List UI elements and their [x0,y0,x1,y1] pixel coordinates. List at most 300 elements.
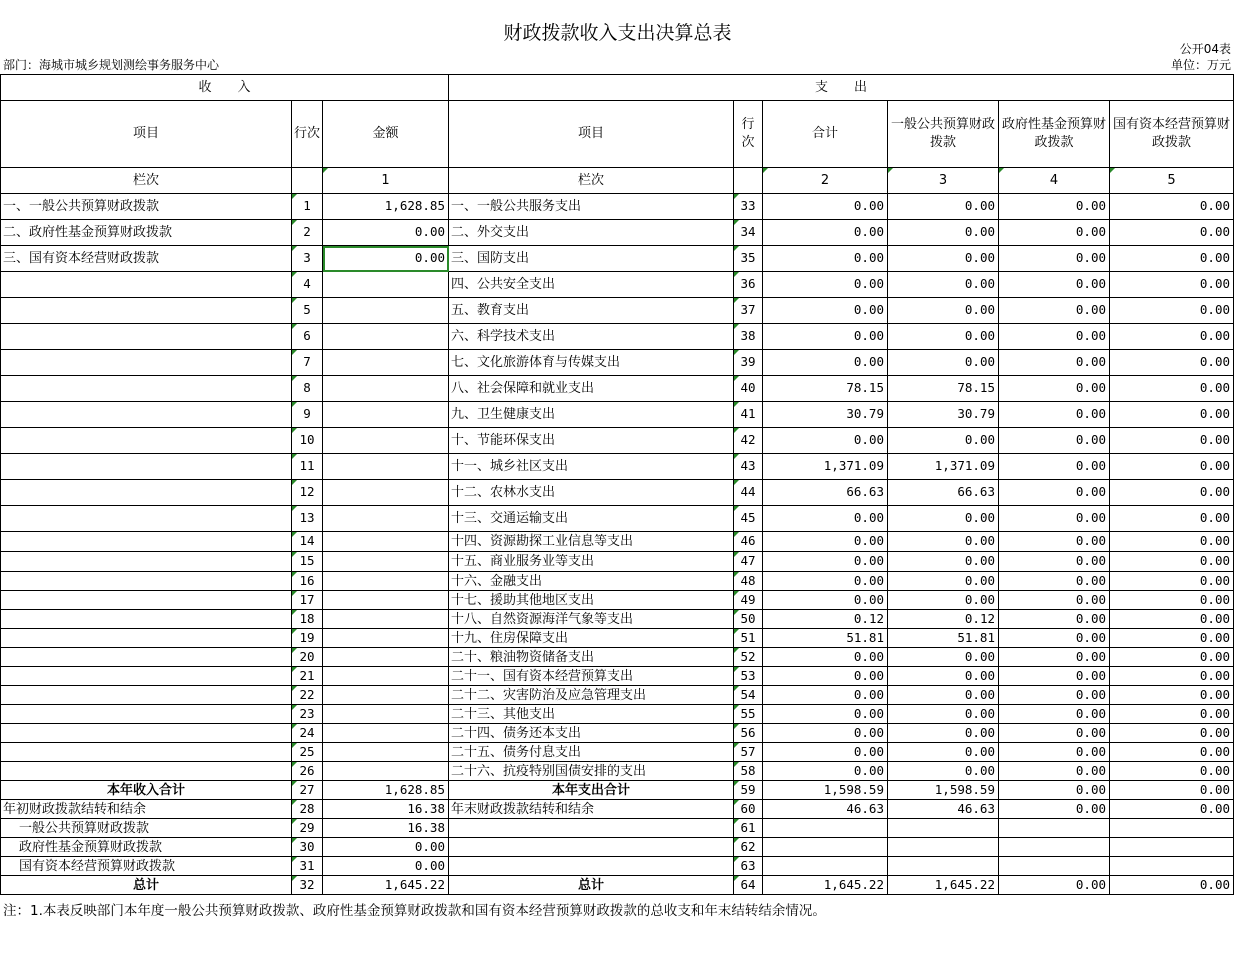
expense-state[interactable]: 0.00 [1110,194,1234,220]
income-item[interactable] [1,506,292,532]
income-item[interactable]: 一、一般公共预算财政拨款 [1,194,292,220]
expense-row-number[interactable]: 63 [734,857,763,876]
income-row-number[interactable]: 2 [292,220,323,246]
expense-total[interactable]: 0.00 [763,350,888,376]
expense-total[interactable]: 0.00 [763,724,888,743]
income-row-number[interactable]: 20 [292,648,323,667]
expense-total[interactable]: 1,371.09 [763,454,888,480]
income-amount[interactable] [323,454,449,480]
expense-fund[interactable]: 0.00 [999,376,1110,402]
expense-state[interactable]: 0.00 [1110,762,1234,781]
expense-total[interactable]: 30.79 [763,402,888,428]
income-row-number[interactable]: 27 [292,781,323,800]
income-row-number[interactable]: 26 [292,762,323,781]
expense-item[interactable]: 本年支出合计 [449,781,734,800]
income-row-number[interactable]: 28 [292,800,323,819]
expense-item[interactable]: 六、科学技术支出 [449,324,734,350]
expense-fund[interactable]: 0.00 [999,572,1110,591]
expense-total[interactable]: 0.00 [763,552,888,572]
expense-general[interactable]: 0.00 [888,350,999,376]
income-item[interactable] [1,376,292,402]
income-amount[interactable] [323,428,449,454]
table-row [1,376,1234,402]
expense-fund[interactable]: 0.00 [999,876,1110,895]
expense-fund[interactable]: 0.00 [999,350,1110,376]
income-amount[interactable]: 0.00 [323,857,449,876]
income-row-number[interactable]: 15 [292,552,323,572]
income-item[interactable] [1,532,292,552]
expense-total[interactable]: 0.00 [763,272,888,298]
expense-fund[interactable] [999,819,1110,838]
expense-general[interactable]: 51.81 [888,629,999,648]
expense-total[interactable]: 0.00 [763,743,888,762]
income-item[interactable] [1,572,292,591]
expense-row-number[interactable]: 41 [734,402,763,428]
expense-state[interactable]: 0.00 [1110,705,1234,724]
expense-state[interactable]: 0.00 [1110,324,1234,350]
table-row [1,629,1234,648]
expense-general[interactable]: 0.00 [888,705,999,724]
expense-general[interactable]: 1,645.22 [888,876,999,895]
expense-fund[interactable]: 0.00 [999,724,1110,743]
expense-state[interactable]: 0.00 [1110,572,1234,591]
income-amount[interactable]: 1,628.85 [323,194,449,220]
income-item[interactable]: 三、国有资本经营财政拨款 [1,246,292,272]
expense-general[interactable]: 0.00 [888,272,999,298]
expense-row-number[interactable]: 34 [734,220,763,246]
expense-item[interactable]: 三、国防支出 [449,246,734,272]
expense-state[interactable]: 0.00 [1110,350,1234,376]
expense-total[interactable]: 1,645.22 [763,876,888,895]
expense-fund[interactable]: 0.00 [999,272,1110,298]
expense-general[interactable]: 0.00 [888,220,999,246]
expense-state[interactable]: 0.00 [1110,724,1234,743]
expense-row-number[interactable]: 62 [734,838,763,857]
expense-total[interactable]: 0.00 [763,572,888,591]
income-item[interactable] [1,667,292,686]
income-item[interactable] [1,648,292,667]
expense-row-number[interactable]: 44 [734,480,763,506]
expense-general[interactable] [888,857,999,876]
expense-total[interactable]: 0.00 [763,591,888,610]
income-row-number[interactable]: 23 [292,705,323,724]
expense-general[interactable]: 0.00 [888,572,999,591]
expense-row-number[interactable]: 64 [734,876,763,895]
expense-state[interactable]: 0.00 [1110,610,1234,629]
expense-state[interactable]: 0.00 [1110,876,1234,895]
expense-item[interactable]: 十三、交通运输支出 [449,506,734,532]
expense-row-number[interactable]: 61 [734,819,763,838]
expense-total[interactable]: 0.00 [763,298,888,324]
expense-fund[interactable]: 0.00 [999,667,1110,686]
income-amount[interactable] [323,648,449,667]
expense-state[interactable]: 0.00 [1110,629,1234,648]
expense-total[interactable]: 0.00 [763,762,888,781]
income-row-number[interactable]: 19 [292,629,323,648]
expense-general[interactable]: 0.00 [888,506,999,532]
income-amount[interactable] [323,506,449,532]
income-item[interactable]: 本年收入合计 [1,781,292,800]
expense-total[interactable]: 51.81 [763,629,888,648]
income-amount[interactable] [323,350,449,376]
income-row-number[interactable]: 14 [292,532,323,552]
income-item[interactable] [1,591,292,610]
expense-fund[interactable] [999,838,1110,857]
expense-row-number[interactable]: 60 [734,800,763,819]
expense-general[interactable]: 0.00 [888,591,999,610]
income-amount[interactable] [323,705,449,724]
expense-state[interactable]: 0.00 [1110,800,1234,819]
expense-row-number[interactable]: 37 [734,298,763,324]
expense-general[interactable]: 0.00 [888,552,999,572]
expense-row-number[interactable]: 42 [734,428,763,454]
expense-general[interactable]: 46.63 [888,800,999,819]
income-item[interactable] [1,480,292,506]
income-amount[interactable] [323,376,449,402]
expense-general[interactable]: 0.00 [888,298,999,324]
expense-row-number[interactable]: 54 [734,686,763,705]
expense-total[interactable]: 0.00 [763,648,888,667]
expense-item[interactable]: 九、卫生健康支出 [449,402,734,428]
income-item[interactable]: 年初财政拨款结转和结余 [1,800,292,819]
income-amount[interactable] [323,610,449,629]
expense-general[interactable]: 0.00 [888,762,999,781]
expense-item[interactable]: 十一、城乡社区支出 [449,454,734,480]
expense-row-number[interactable]: 55 [734,705,763,724]
expense-item[interactable]: 一、一般公共服务支出 [449,194,734,220]
income-item[interactable]: 国有资本经营预算财政拨款 [1,857,292,876]
income-row-number[interactable]: 24 [292,724,323,743]
expense-state[interactable]: 0.00 [1110,667,1234,686]
income-row-number[interactable]: 25 [292,743,323,762]
expense-general[interactable]: 0.12 [888,610,999,629]
expense-total[interactable]: 0.00 [763,667,888,686]
table-row [1,454,1234,480]
expense-general[interactable]: 0.00 [888,246,999,272]
expense-row-number[interactable]: 49 [734,591,763,610]
expense-item[interactable]: 八、社会保障和就业支出 [449,376,734,402]
expense-fund[interactable]: 0.00 [999,591,1110,610]
income-amount[interactable] [323,572,449,591]
expense-state[interactable]: 0.00 [1110,781,1234,800]
expense-row-number[interactable]: 38 [734,324,763,350]
expense-state[interactable]: 0.00 [1110,648,1234,667]
income-amount[interactable] [323,591,449,610]
income-row-number[interactable]: 31 [292,857,323,876]
expense-item[interactable]: 二十、粮油物资储备支出 [449,648,734,667]
income-item[interactable] [1,743,292,762]
expense-row-number[interactable]: 47 [734,552,763,572]
expense-item[interactable] [449,819,734,838]
income-row-number[interactable]: 7 [292,350,323,376]
expense-state[interactable]: 0.00 [1110,428,1234,454]
expense-general[interactable]: 0.00 [888,724,999,743]
income-item[interactable]: 政府性基金预算财政拨款 [1,838,292,857]
expense-fund[interactable]: 0.00 [999,800,1110,819]
income-amount[interactable] [323,298,449,324]
income-row-number[interactable]: 29 [292,819,323,838]
expense-row-number[interactable]: 45 [734,506,763,532]
expense-row-number[interactable]: 56 [734,724,763,743]
income-amount[interactable] [323,629,449,648]
expense-state[interactable]: 0.00 [1110,686,1234,705]
expense-fund[interactable]: 0.00 [999,506,1110,532]
expense-item[interactable] [449,857,734,876]
table-row [1,591,1234,610]
income-amount[interactable] [323,402,449,428]
income-row-number[interactable]: 5 [292,298,323,324]
expense-row-number[interactable]: 43 [734,454,763,480]
income-row-number[interactable]: 32 [292,876,323,895]
expense-row-number[interactable]: 59 [734,781,763,800]
income-amount[interactable]: 1,645.22 [323,876,449,895]
expense-fund[interactable]: 0.00 [999,246,1110,272]
expense-row-number[interactable]: 33 [734,194,763,220]
income-item[interactable]: 一般公共预算财政拨款 [1,819,292,838]
expense-item[interactable]: 二十四、债务还本支出 [449,724,734,743]
income-row-number[interactable]: 17 [292,591,323,610]
expense-fund[interactable]: 0.00 [999,762,1110,781]
expense-item[interactable]: 十六、金融支出 [449,572,734,591]
expense-state[interactable]: 0.00 [1110,220,1234,246]
expense-general[interactable]: 0.00 [888,428,999,454]
expense-row-number[interactable]: 50 [734,610,763,629]
income-row-number[interactable]: 10 [292,428,323,454]
income-amount[interactable] [323,272,449,298]
income-amount[interactable] [323,667,449,686]
expense-total[interactable] [763,819,888,838]
expense-item[interactable]: 二十二、灾害防治及应急管理支出 [449,686,734,705]
expense-fund[interactable]: 0.00 [999,220,1110,246]
expense-fund[interactable]: 0.00 [999,743,1110,762]
expense-state[interactable]: 0.00 [1110,480,1234,506]
income-item[interactable] [1,762,292,781]
income-amount[interactable] [323,324,449,350]
income-item[interactable]: 总计 [1,876,292,895]
expense-item[interactable] [449,838,734,857]
expense-item[interactable]: 十、节能环保支出 [449,428,734,454]
expense-fund[interactable]: 0.00 [999,428,1110,454]
expense-total[interactable]: 66.63 [763,480,888,506]
expense-general[interactable]: 0.00 [888,667,999,686]
income-amount[interactable] [323,686,449,705]
expense-fund[interactable]: 0.00 [999,610,1110,629]
expense-total[interactable]: 0.00 [763,506,888,532]
expense-general[interactable]: 0.00 [888,194,999,220]
expense-row-number[interactable]: 46 [734,532,763,552]
expense-state[interactable]: 0.00 [1110,272,1234,298]
expense-fund[interactable]: 0.00 [999,686,1110,705]
expense-state[interactable]: 0.00 [1110,591,1234,610]
income-item[interactable] [1,402,292,428]
expense-item[interactable]: 十二、农林水支出 [449,480,734,506]
expense-item[interactable]: 十七、援助其他地区支出 [449,591,734,610]
income-item[interactable] [1,724,292,743]
income-amount[interactable] [323,552,449,572]
expense-total[interactable]: 0.00 [763,194,888,220]
income-item[interactable] [1,686,292,705]
expense-general[interactable]: 78.15 [888,376,999,402]
table-row [1,350,1234,376]
income-amount[interactable]: 1,628.85 [323,781,449,800]
table-row [1,686,1234,705]
income-item[interactable] [1,350,292,376]
expense-row-number[interactable]: 40 [734,376,763,402]
expense-fund[interactable]: 0.00 [999,705,1110,724]
expense-general[interactable]: 30.79 [888,402,999,428]
expense-row-number[interactable]: 48 [734,572,763,591]
income-row-number[interactable]: 16 [292,572,323,591]
expense-fund[interactable]: 0.00 [999,648,1110,667]
income-row-number[interactable]: 30 [292,838,323,857]
expense-item[interactable]: 十四、资源勘探工业信息等支出 [449,532,734,552]
expense-fund[interactable]: 0.00 [999,194,1110,220]
expense-total[interactable]: 78.15 [763,376,888,402]
expense-total[interactable]: 46.63 [763,800,888,819]
income-row-number[interactable]: 13 [292,506,323,532]
income-item[interactable] [1,298,292,324]
expense-item[interactable]: 十八、自然资源海洋气象等支出 [449,610,734,629]
general-header: 一般公共预算财政拨款 [888,101,999,168]
income-rowno-header: 行次 [292,101,323,168]
income-amount[interactable] [323,762,449,781]
expense-state[interactable]: 0.00 [1110,454,1234,480]
expense-state[interactable] [1110,838,1234,857]
expense-total[interactable] [763,838,888,857]
expense-fund[interactable]: 0.00 [999,324,1110,350]
table-row [1,857,1234,876]
expense-fund[interactable]: 0.00 [999,402,1110,428]
income-row-number[interactable]: 11 [292,454,323,480]
expense-item[interactable]: 年末财政拨款结转和结余 [449,800,734,819]
expense-row-number[interactable]: 53 [734,667,763,686]
expense-item[interactable]: 五、教育支出 [449,298,734,324]
expense-total[interactable]: 1,598.59 [763,781,888,800]
expense-fund[interactable]: 0.00 [999,781,1110,800]
income-amount[interactable] [323,724,449,743]
income-item[interactable] [1,272,292,298]
income-item[interactable] [1,610,292,629]
income-amount[interactable]: 0.00 [323,246,449,272]
income-row-number[interactable]: 3 [292,246,323,272]
expense-item[interactable]: 总计 [449,876,734,895]
income-amount[interactable] [323,532,449,552]
income-row-number[interactable]: 8 [292,376,323,402]
expense-item[interactable]: 四、公共安全支出 [449,272,734,298]
expense-general[interactable]: 1,598.59 [888,781,999,800]
income-row-number[interactable]: 9 [292,402,323,428]
table-row [1,838,1234,857]
expense-row-number[interactable]: 58 [734,762,763,781]
expense-total[interactable]: 0.00 [763,686,888,705]
expense-row-number[interactable]: 57 [734,743,763,762]
expense-state[interactable]: 0.00 [1110,552,1234,572]
expense-fund[interactable]: 0.00 [999,298,1110,324]
income-row-number[interactable]: 12 [292,480,323,506]
expense-state[interactable]: 0.00 [1110,506,1234,532]
expense-general[interactable]: 0.00 [888,686,999,705]
expense-total[interactable]: 0.00 [763,428,888,454]
income-row-number[interactable]: 18 [292,610,323,629]
expense-item[interactable]: 十九、住房保障支出 [449,629,734,648]
expense-item-header: 项目 [449,101,734,168]
expense-row-number[interactable]: 39 [734,350,763,376]
income-item[interactable] [1,454,292,480]
expense-general[interactable]: 0.00 [888,743,999,762]
expense-state[interactable]: 0.00 [1110,402,1234,428]
expense-general[interactable]: 0.00 [888,532,999,552]
expense-total[interactable]: 0.00 [763,705,888,724]
expense-general[interactable] [888,819,999,838]
expense-state[interactable]: 0.00 [1110,246,1234,272]
income-row-number[interactable]: 6 [292,324,323,350]
income-row-number[interactable]: 21 [292,667,323,686]
expense-state[interactable]: 0.00 [1110,743,1234,762]
expense-total[interactable]: 0.00 [763,324,888,350]
expense-total[interactable] [763,857,888,876]
expense-fund[interactable]: 0.00 [999,629,1110,648]
income-item[interactable]: 二、政府性基金预算财政拨款 [1,220,292,246]
expense-general[interactable]: 0.00 [888,648,999,667]
expense-row-number[interactable]: 35 [734,246,763,272]
expense-total[interactable]: 0.00 [763,532,888,552]
expense-fund[interactable] [999,857,1110,876]
expense-row-number[interactable]: 51 [734,629,763,648]
expense-fund[interactable]: 0.00 [999,454,1110,480]
income-amount[interactable]: 16.38 [323,800,449,819]
expense-item[interactable]: 二、外交支出 [449,220,734,246]
income-amount[interactable]: 16.38 [323,819,449,838]
expense-fund[interactable]: 0.00 [999,532,1110,552]
expense-item[interactable]: 二十一、国有资本经营预算支出 [449,667,734,686]
expense-general[interactable]: 66.63 [888,480,999,506]
expense-row-number[interactable]: 52 [734,648,763,667]
income-item[interactable] [1,428,292,454]
expense-state[interactable]: 0.00 [1110,376,1234,402]
expense-state[interactable]: 0.00 [1110,298,1234,324]
expense-general[interactable] [888,838,999,857]
income-amount[interactable]: 0.00 [323,220,449,246]
expense-item[interactable]: 七、文化旅游体育与传媒支出 [449,350,734,376]
expense-item[interactable]: 十五、商业服务业等支出 [449,552,734,572]
expense-item[interactable]: 二十六、抗疫特别国债安排的支出 [449,762,734,781]
expense-general[interactable]: 1,371.09 [888,454,999,480]
expense-row-number[interactable]: 36 [734,272,763,298]
expense-total[interactable]: 0.12 [763,610,888,629]
expense-item[interactable]: 二十五、债务付息支出 [449,743,734,762]
expense-state[interactable] [1110,819,1234,838]
page-title: 财政拨款收入支出决算总表 [503,22,732,44]
income-row-number[interactable]: 22 [292,686,323,705]
expense-item[interactable]: 二十三、其他支出 [449,705,734,724]
expense-fund[interactable]: 0.00 [999,480,1110,506]
income-row-number[interactable]: 1 [292,194,323,220]
income-item[interactable] [1,324,292,350]
income-amount[interactable]: 0.00 [323,838,449,857]
income-amount[interactable] [323,480,449,506]
expense-total[interactable]: 0.00 [763,246,888,272]
expense-general[interactable]: 0.00 [888,324,999,350]
income-amount[interactable] [323,743,449,762]
expense-state[interactable]: 0.00 [1110,532,1234,552]
income-item[interactable] [1,552,292,572]
income-item[interactable] [1,705,292,724]
expense-fund[interactable]: 0.00 [999,552,1110,572]
income-row-number[interactable]: 4 [292,272,323,298]
expense-total[interactable]: 0.00 [763,220,888,246]
income-item[interactable] [1,629,292,648]
expense-state[interactable] [1110,857,1234,876]
